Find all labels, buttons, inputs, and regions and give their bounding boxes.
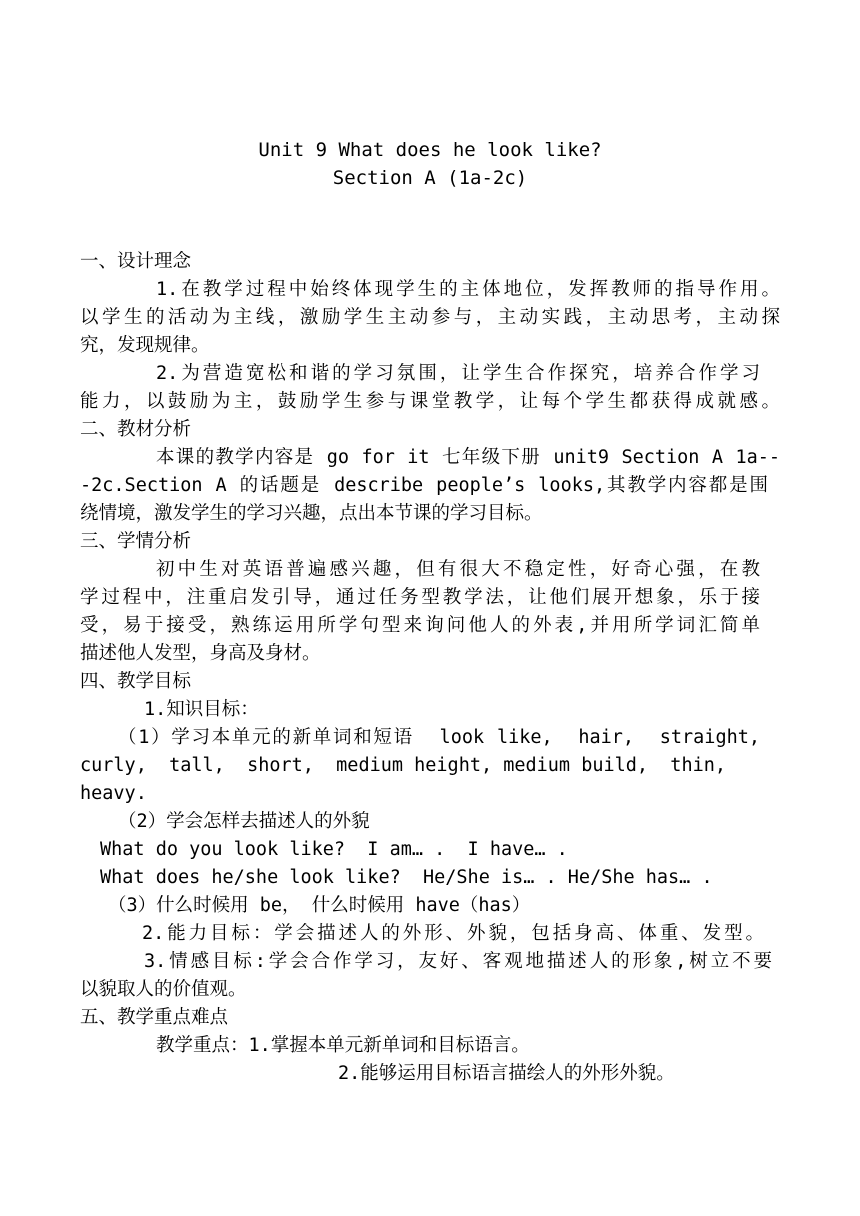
objective-item-line: heavy. — [80, 783, 147, 804]
paragraph-line: 1.在教学过程中始终体现学生的主体地位，发挥教师的指导作用。 — [156, 279, 780, 300]
objective-item-line: （2）学会怎样去描述人的外貌 — [118, 811, 370, 832]
objective-item-line: curly, tall, short, medium height, medium build, thin, — [80, 755, 727, 776]
section-heading-key-difficult-points: 五、教学重点难点 — [80, 1007, 229, 1028]
paragraph-line: 2.为营造宽松和谐的学习氛围，让学生合作探究，培养合作学习 — [156, 363, 760, 384]
objective-knowledge: 1.知识目标： — [144, 699, 259, 720]
objective-ability: 2.能力目标：学会描述人的外形、外貌，包括身高、体重、发型。 — [142, 923, 764, 944]
section-heading-learner-analysis: 三、学情分析 — [80, 531, 192, 552]
paragraph-line: 能力，以鼓励为主，鼓励学生参与课堂教学，让每个学生都获得成就感。 — [80, 391, 780, 412]
key-point-line: 2.能够运用目标语言描绘人的外形外貌。 — [338, 1063, 675, 1084]
document-subtitle: Section A (1a-2c) — [332, 167, 528, 189]
example-sentence: What do you look like? I am… . I have… . — [100, 839, 568, 860]
section-heading-design-concept: 一、设计理念 — [80, 251, 192, 272]
objective-emotion-line: 以貌取人的价值观。 — [80, 979, 247, 1000]
paragraph-line: 受，易于接受，熟练运用所学句型来询问他人的外表,并用所学词汇简单 — [80, 615, 760, 636]
paragraph-line: 以学生的活动为主线，激励学生主动参与，主动实践，主动思考，主动探 — [80, 307, 780, 328]
paragraph-line: 描述他人发型，身高及身材。 — [80, 643, 321, 664]
paragraph-line: -2c.Section A 的话题是 describe people’s looks,其教学内容都是围 — [80, 475, 768, 496]
key-point-line: 教学重点：1.掌握本单元新单词和目标语言。 — [156, 1035, 530, 1056]
objective-item-line: （1）学习本单元的新单词和短语 look like, hair, straight, — [118, 727, 760, 748]
objective-emotion-line: 3.情感目标:学会合作学习，友好、客观地描述人的形象,树立不要 — [144, 951, 772, 972]
example-sentence: What does he/she look like? He/She is… . He/She has… . — [100, 867, 713, 888]
paragraph-line: 绕情境，激发学生的学习兴趣，点出本节课的学习目标。 — [80, 503, 543, 524]
paragraph-line: 学过程中，注重启发引导，通过任务型教学法，让他们展开想象，乐于接 — [80, 587, 760, 608]
objective-item-line: （3）什么时候用 be， 什么时候用 have（has） — [108, 895, 531, 916]
section-heading-material-analysis: 二、教材分析 — [80, 419, 192, 440]
paragraph-line: 本课的教学内容是 go for it 七年级下册 unit9 Section A 1a-- — [156, 447, 780, 468]
paragraph-line: 究，发现规律。 — [80, 335, 210, 356]
section-heading-teaching-objectives: 四、教学目标 — [80, 671, 192, 692]
paragraph-line: 初中生对英语普遍感兴趣，但有很大不稳定性，好奇心强，在教 — [156, 559, 760, 580]
document-title: Unit 9 What does he look like? — [258, 139, 602, 161]
